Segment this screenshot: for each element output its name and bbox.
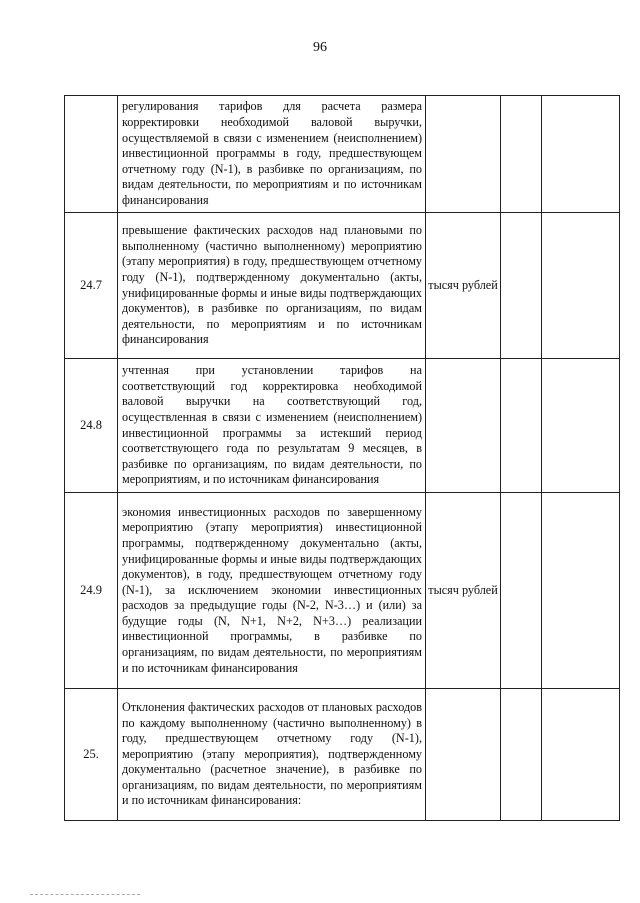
row-number: 24.7 xyxy=(65,213,118,359)
row-description: Отклонения фактических расходов от плановых расходов по каждому выполненному (частично выполненному) в году, предшествующем отчетному году (N-1), мероприятию (этапу мероприятия), подтвержденному документально (расчетное значение), в разбивке по организациям, по видам деятельности, по мероприятиям и по источникам финансирования: xyxy=(118,689,426,821)
row-unit xyxy=(426,689,501,821)
row-unit: тысяч рублей xyxy=(426,493,501,689)
row-description: экономия инвестиционных расходов по завершенному мероприятию (этапу мероприятия) инвестиционной программы, подтвержденному документально (акты, унифицированные формы и иные виды подтверждающих документов), в году, предшествующем отчетному году (N-1), за исключением экономии инвестиционных расходов за предыдущие годы (N-2, N-3…) и (или) за будущие годы (N, N+1, N+2, N+3…) реализации инвестиционной программы, в разбивке по организациям, по видам деятельности, по мероприятиям и по источникам финансирования xyxy=(118,493,426,689)
row-number: 24.9 xyxy=(65,493,118,689)
row-description: учтенная при установлении тарифов на соответствующий год корректировка необходимой валовой выручки на соответствующий год, осуществленная в связи с изменением (неисполнением) инвестиционной программы за истекший период соответствующего года по результатам 9 месяцев, в разбивке по организациям, по видам деятельности, по мероприятиям, и по источникам финансирования xyxy=(118,359,426,493)
row-unit: тысяч рублей xyxy=(426,213,501,359)
table-row xyxy=(65,96,620,213)
row-unit xyxy=(426,359,501,493)
row-value-cell xyxy=(501,359,542,493)
row-value-cell xyxy=(542,359,620,493)
row-value-cell xyxy=(542,689,620,821)
table-row xyxy=(65,493,620,689)
table-row xyxy=(65,689,620,821)
row-value-cell xyxy=(501,213,542,359)
table-row xyxy=(65,213,620,359)
row-number xyxy=(65,96,118,213)
row-value-cell xyxy=(542,493,620,689)
indicator-table xyxy=(64,95,620,821)
table-row xyxy=(65,359,620,493)
row-number: 24.8 xyxy=(65,359,118,493)
row-value-cell xyxy=(501,493,542,689)
row-description: регулирования тарифов для расчета размера корректировки необходимой валовой выручки, осуществляемой в связи с изменением (неисполнением) инвестиционной программы в году, предшествующем отчетному году (N-1), в разбивке по организациям, по видам деятельности, по мероприятиям и по источникам финансирования xyxy=(118,96,426,213)
row-value-cell xyxy=(501,96,542,213)
row-number: 25. xyxy=(65,689,118,821)
row-value-cell xyxy=(542,213,620,359)
page-number: 96 xyxy=(313,40,327,55)
scan-artifact-line xyxy=(30,894,140,895)
row-value-cell xyxy=(542,96,620,213)
row-value-cell xyxy=(501,689,542,821)
row-description: превышение фактических расходов над плановыми по выполненному (частично выполненному) мероприятию (этапу мероприятия) в году, предшествующем отчетному году (N-1), подтвержденному документально (акты, унифицированные формы и иные виды подтверждающих документов), в разбивке по организациям, по видам деятельности, по мероприятиям и по источникам финансирования xyxy=(118,213,426,359)
row-unit xyxy=(426,96,501,213)
